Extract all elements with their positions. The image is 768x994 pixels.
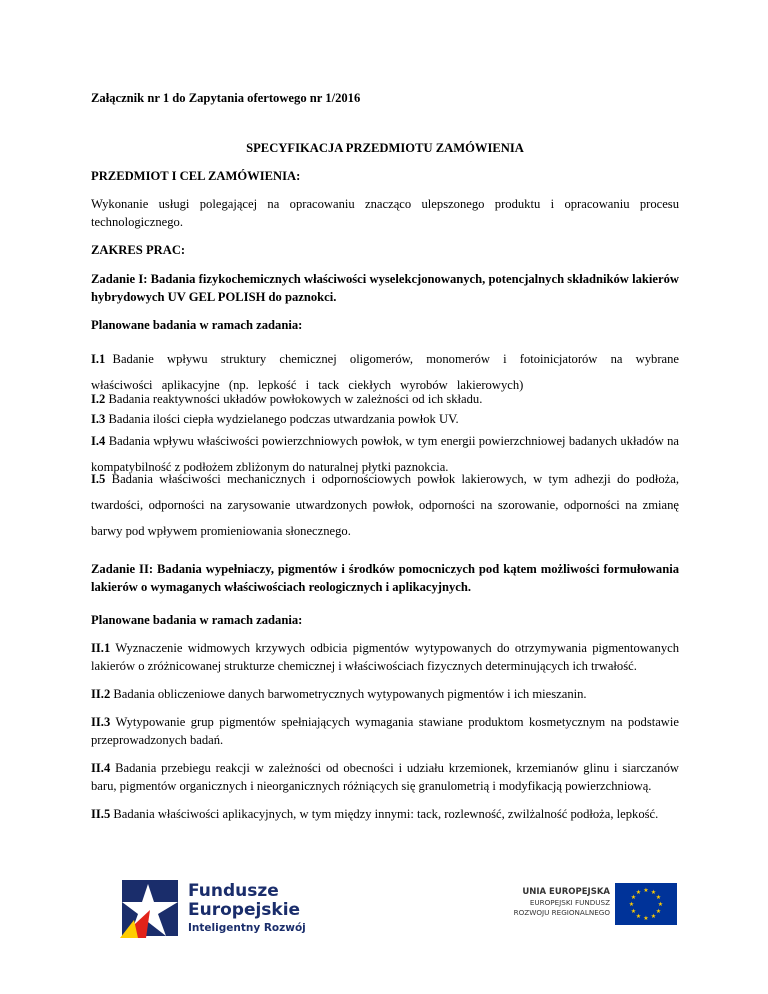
item-text: Wyznaczenie widmowych krzywych odbicia pigmentów wytypowanych do otrzymywania pigmentowanych lakierów o zróżnicowanej strukturze chemicznej i właściwościach fizycznych determinujących ich trwałość. [91,641,680,673]
task2-item-2 [91,686,679,704]
svg-text:★: ★ [635,889,642,896]
eu-line-3: ROZWOJU REGIONALNEGO [513,908,610,917]
subject-text: Wykonanie usługi polegającej na opracowaniu znacząco ulepszonego produktu i opracowaniu procesu technologicznego. [91,197,679,229]
item-number: I.4 [91,434,106,448]
item-text: Badania właściwości aplikacyjnych, w tym między innymi: tack, rozlewność, zwilżalność podłoża, lepkość. [113,807,659,821]
eu-fund-text [500,886,610,918]
fe-line-2: Europejskie [188,900,301,920]
eu-flag-icon [615,883,677,925]
item-text: Badania właściwości mechanicznych i odpornościowych powłok lakierowych, w tym adhezji do podłoża, twardości, odporności na zarysowanie utwardzonych powłok, odporności na szorowanie, odporności na zmianę barwy pod wpływem promieniowania słonecznego. [91,472,679,538]
task1-title: Zadanie I: Badania fizykochemicznych właściwości wyselekcjonowanych, potencjalnych składników lakierów hybrydowych UV GEL POLISH do paznokci. [91,272,679,304]
item-number: I.3 [91,412,106,426]
task1-item-3 [91,411,679,429]
item-number: II.3 [91,715,111,729]
item-text: Badania wpływu właściwości powierzchniowych powłok, w tym energii powierzchniowej badanych układów na kompatybilność z podłożem zbliżonym do naturalnej płytki paznokcia. [91,434,679,474]
fe-line-1: Fundusze [188,881,279,901]
item-text: Badania reaktywności układów powłokowych w zależności od ich składu. [108,392,483,406]
item-number: II.2 [91,687,111,701]
task2-item-4 [91,760,679,795]
task2-planned-heading: Planowane badania w ramach zadania: [91,613,303,627]
eu-line-2: EUROPEJSKI FUNDUSZ [529,898,610,907]
item-number: II.1 [91,641,111,655]
svg-text:★: ★ [643,915,649,922]
svg-text:★: ★ [655,908,662,915]
scope-heading: ZAKRES PRAC: [91,243,186,257]
fundusze-europejskie-text [188,882,306,935]
spec-title: SPECYFIKACJA PRZEDMIOTU ZAMÓWIENIA [246,141,524,155]
item-text: Wytypowanie grup pigmentów spełniających wymagania stawiane produktom kosmetycznym na podstawie przeprowadzonych badań. [91,715,679,747]
svg-text:★: ★ [657,901,664,908]
item-number: I.5 [91,472,106,486]
svg-text:★: ★ [655,894,662,901]
task2-item-1 [91,640,679,675]
task1-planned-heading: Planowane badania w ramach zadania: [91,318,303,332]
task1-item-5 [91,466,679,544]
item-text: Badania ilości ciepła wydzielanego podczas utwardzania powłok UV. [108,412,459,426]
item-text: Badania obliczeniowe danych barwometrycznych wytypowanych pigmentów i ich mieszanin. [113,687,587,701]
fundusze-europejskie-logo-icon [120,880,180,938]
task1-item-2 [91,391,679,409]
subject-heading: PRZEDMIOT I CEL ZAMÓWIENIA: [91,169,301,183]
item-number: II.5 [91,807,111,821]
svg-text:★: ★ [650,913,657,920]
item-number: I.1 [91,352,106,366]
item-number: II.4 [91,761,111,775]
item-text: Badania przebiegu reakcji w zależności od obecności i udziału krzemionek, krzemianów glinu i siarczanów baru, pigmentów organicznych i nieorganicznych różniących się granulometrią i modyfikacją powierzchniową. [91,761,679,793]
svg-text:★: ★ [635,913,642,920]
svg-text:★: ★ [643,887,649,894]
annex-title: Załącznik nr 1 do Zapytania ofertowego nr 1/2016 [91,91,361,105]
svg-text:★: ★ [630,894,637,901]
svg-text:★: ★ [650,889,657,896]
item-text: Badanie wpływu struktury chemicznej oligomerów, monomerów i fotoinicjatorów na wybrane właściwości aplikacyjne (np. lepkość i tack ciekłych wyrobów lakierowych) [91,352,679,392]
task2-item-5 [91,806,679,824]
task2-title: Zadanie II: Badania wypełniaczy, pigmentów i środków pomocniczych pod kątem możliwości formułowania lakierów o wymaganych właściwościach reologicznych i aplikacyjnych. [91,562,679,594]
fe-line-3: Inteligentny Rozwój [188,922,306,934]
svg-text:★: ★ [630,908,637,915]
task2-item-3 [91,714,679,749]
eu-line-1: UNIA EUROPEJSKA [522,887,610,897]
item-number: I.2 [91,392,106,406]
svg-text:★: ★ [628,901,635,908]
